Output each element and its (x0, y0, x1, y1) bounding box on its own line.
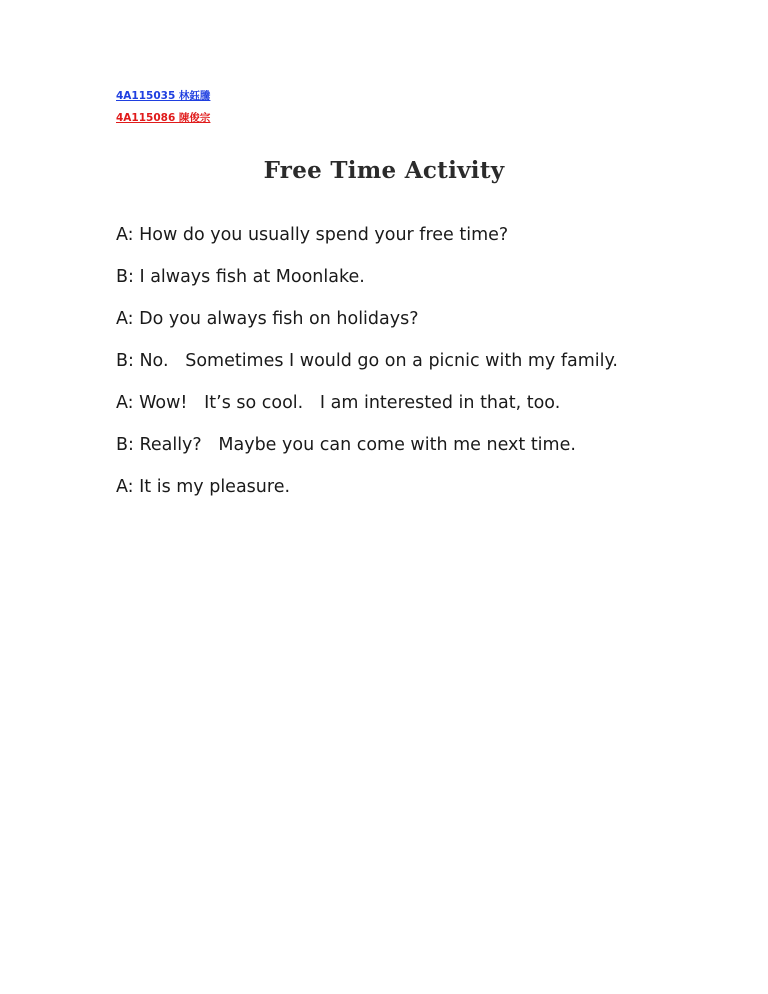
dialogue-line: B: No. Sometimes I would go on a picnic with my family. (116, 351, 618, 371)
student-id-2[interactable]: 4A115086 陳俊宗 (116, 112, 211, 124)
dialogue-line: A: It is my pleasure. (116, 477, 291, 497)
dialogue-line: B: I always fish at Moonlake. (116, 267, 365, 287)
dialogue (116, 223, 618, 517)
dialogue-line: A: How do you usually spend your free time? (116, 225, 509, 245)
dialogue-line: A: Wow! It’s so cool. I am interested in that, too. (116, 393, 561, 413)
page-title: Free Time Activity (263, 157, 505, 184)
dialogue-line: B: Really? Maybe you can come with me next time. (116, 435, 576, 455)
dialogue-line: A: Do you always fish on holidays? (116, 309, 419, 329)
student-id-1[interactable]: 4A115035 林鈺騰 (116, 90, 211, 102)
